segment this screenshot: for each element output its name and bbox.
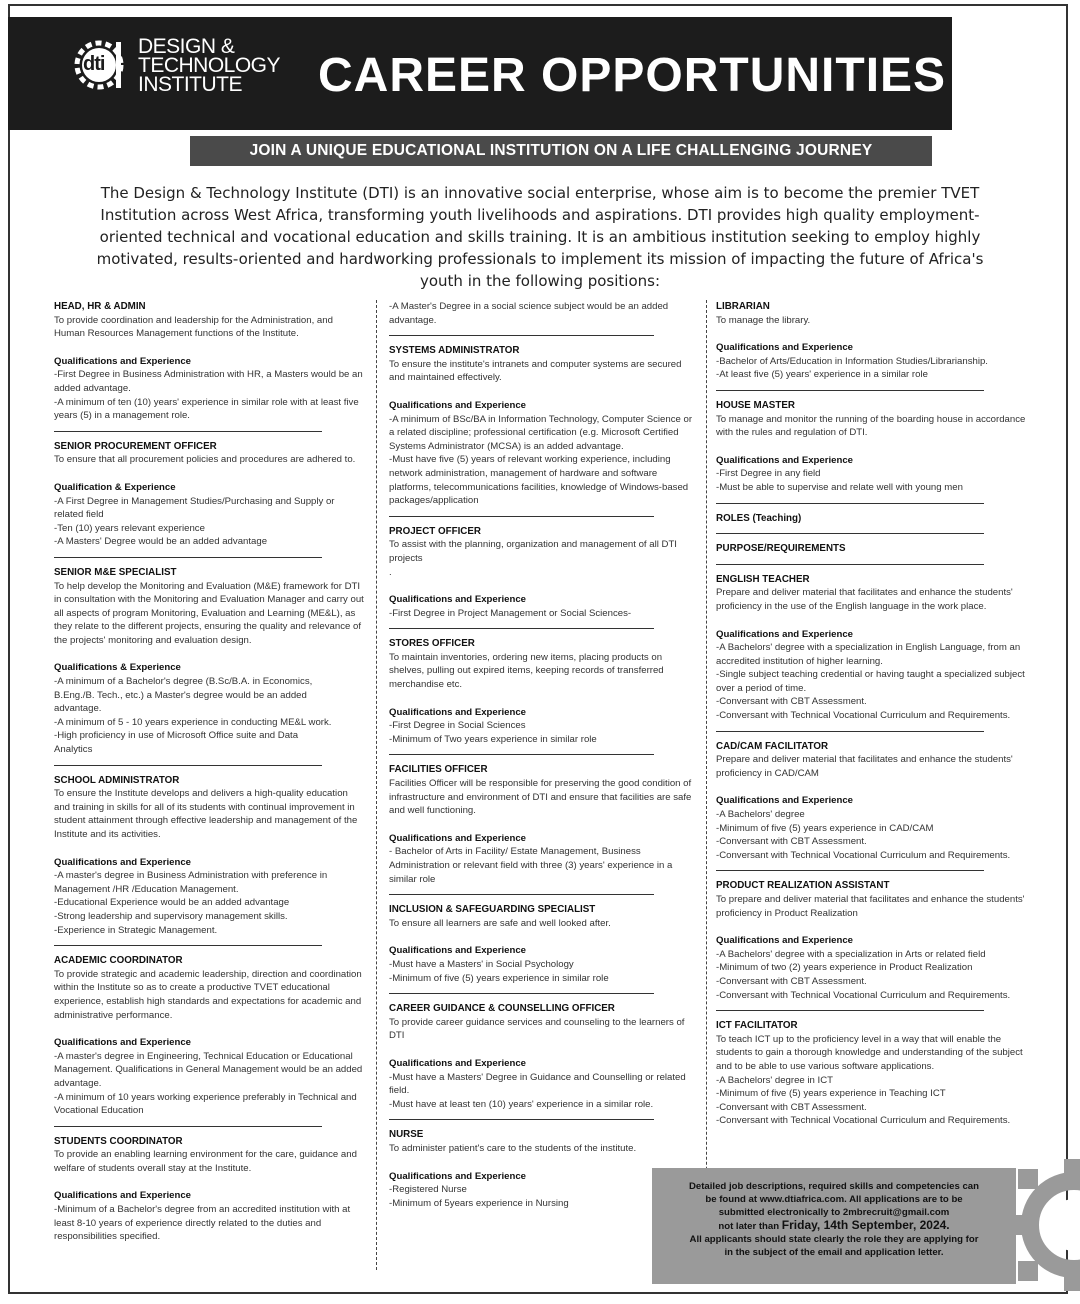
job-title: ENGLISH TEACHER — [716, 573, 810, 585]
job-title: STUDENTS COORDINATOR — [54, 1135, 183, 1147]
page-title: CAREER OPPORTUNITIES — [318, 49, 947, 102]
job-section-academic-coordinator — [54, 954, 366, 1118]
job-title: ACADEMIC COORDINATOR — [54, 955, 183, 967]
job-description: To help develop the Monitoring and Evaluation (M&E) framework for DTI in consultation with the Monitoring and Evaluation Manager and carry out all aspects of program Monitoring, Evaluation and Learning (ME&L), as they relate to the different projects, ensuring the quality and relevance of the projects' monitoring and evaluation design. — [54, 580, 364, 646]
job-title: SCHOOL ADMINISTRATOR — [54, 774, 180, 786]
qualifications-list: - Bachelor of Arts in Facility/ Estate Management, Business Administration or relevant field with three (3) years' experience in a similar role — [389, 846, 673, 885]
job-description: To prepare and deliver material that facilitates and enhance the students' proficiency in Product Realization — [716, 894, 1025, 919]
job-title: SYSTEMS ADMINISTRATOR — [389, 345, 520, 357]
job-section-systems-administrator — [389, 344, 697, 508]
section-divider — [716, 503, 984, 504]
job-description: Prepare and deliver material that facilitates and enhance the students' proficiency in CAD/CAM — [716, 754, 1013, 779]
job-section-roles-teaching — [716, 512, 1028, 526]
section-divider — [389, 1119, 654, 1120]
section-divider — [54, 945, 322, 946]
job-description: To manage and monitor the running of the boarding house in accordance with the rules and regulation of DTI. — [716, 413, 1026, 439]
logo-text — [138, 34, 281, 96]
qualifications-list: -A master's degree in Engineering, Technical Education or Educational Management. Qualifications in General Management would be an added advantage. -A minimum of 10 years working experience preferably in Technical and Vocational Education — [54, 1050, 363, 1117]
gear-logo-icon — [70, 36, 128, 94]
qualifications-list: -Bachelor of Arts/Education in Information Studies/Librarianship. -At least five (5) years' experience in a similar role — [716, 355, 988, 381]
job-section-facilities-officer — [389, 763, 697, 886]
job-section-continued — [389, 300, 697, 327]
qualifications-heading: Qualifications and Experience — [716, 628, 854, 640]
section-divider — [716, 731, 984, 732]
job-title: LIBRARIAN — [716, 301, 770, 312]
job-description: Facilities Officer will be responsible for preserving the good condition of infrastructure and environment of DTI and ensure that facilities are safe and well functioning. — [389, 778, 692, 817]
job-description: To provide an enabling learning environment for the care, guidance and welfare of students overall stay at the Institute. — [54, 1149, 357, 1174]
qualifications-list: -A Master's Degree in a social science subject would be an added advantage. — [389, 301, 669, 326]
job-description: To provide career guidance services and counseling to the learners of DTI — [389, 1016, 685, 1042]
job-title: PRODUCT REALIZATION ASSISTANT — [716, 880, 890, 892]
job-title: INCLUSION & SAFEGUARDING SPECIALIST — [389, 904, 596, 916]
contact-line-1: Detailed job descriptions, required skills and competencies can — [688, 1181, 980, 1192]
qualifications-heading: Qualifications and Experience — [716, 342, 854, 354]
qualifications-list: -A Bachelors' degree with a specialization in English Language, from an accredited institution of higher learning. -Single subject teaching credential or having taught a specialized subject over a period of time. -Conversant with CBT Assessment. -Conversant with Technical Vocational Curriculum and Requirements. — [716, 642, 1025, 722]
job-title: PROJECT OFFICER — [389, 525, 481, 537]
column-divider-2 — [706, 300, 707, 1280]
job-section-senior-m-e-specialist — [54, 566, 366, 757]
job-section-senior-procurement-officer — [54, 440, 366, 549]
job-section-nurse — [389, 1128, 697, 1210]
section-divider — [54, 765, 322, 766]
qualifications-heading: Qualifications and Experience — [389, 594, 527, 606]
qualifications-list: -First Degree in Project Management or Social Sciences- — [389, 607, 632, 619]
job-title: FACILITIES OFFICER — [389, 764, 488, 776]
qualifications-list: -A minimum of a Bachelor's degree (B.Sc/B.A. in Economics, B.Eng./B. Tech., etc.) a Master's degree would be an added advantage. -A minimum of 5 - 10 years experience in conducting ME&L work. -High proficiency in use of Microsoft Office suite and Data Analytics — [54, 676, 332, 756]
job-description: To administer patient's care to the students of the institute. — [389, 1142, 637, 1154]
contact-line-5: All applicants should state clearly the role they are applying for — [689, 1234, 979, 1245]
job-description: To provide strategic and academic leadership, direction and coordination within the Institute so as to create a productive TVET educational experience, establish high standards and expectations for academic and administrative performance. — [54, 968, 362, 1021]
application-info-box — [652, 1168, 1016, 1284]
job-description: To ensure that all procurement policies and procedures are adhered to. — [54, 454, 356, 466]
job-description: To ensure the institute's intranets and computer systems are secured and maintained effectively. — [389, 358, 682, 384]
job-description: Prepare and deliver material that facilitates and enhance the students' proficiency in the use of the English language in the work place. — [716, 587, 1013, 612]
job-title: CAREER GUIDANCE & COUNSELLING OFFICER — [389, 1003, 615, 1015]
job-title: CAD/CAM FACILITATOR — [716, 740, 829, 752]
qualifications-list: -Registered Nurse -Minimum of 5years experience in Nursing — [389, 1184, 569, 1209]
logo-line-1: DESIGN & — [138, 34, 235, 58]
job-description: To teach ICT up to the proficiency level in a way that will enable the students to gain a thorough knowledge and understanding of the subject and to be able to use various software applications. -A Bachelors' degree in ICT -Minimum of five (5) years experience in Teaching ICT -Conversant with CBT Assessment. -Conversant with Technical Vocational Curriculum and Requirements. — [716, 1033, 1023, 1127]
qualifications-heading: Qualifications and Experience — [54, 355, 192, 367]
qualifications-heading: Qualifications and Experience — [54, 1037, 192, 1049]
section-divider — [389, 628, 654, 629]
job-section-purpose-requirements — [716, 542, 1028, 556]
qualifications-heading: Qualifications and Experience — [54, 1190, 192, 1202]
job-title: HOUSE MASTER — [716, 399, 795, 411]
contact-line-3: submitted electronically to 2mbrecruit@gmail.com — [718, 1207, 950, 1218]
qualifications-list: -A First Degree in Management Studies/Purchasing and Supply or related field -Ten (10) years relevant experience -A Masters' Degree would be an added advantage — [54, 495, 335, 548]
qualifications-heading: Qualifications and Experience — [716, 935, 854, 947]
section-divider — [716, 390, 984, 391]
qualifications-heading: Qualifications and Experience — [389, 832, 527, 844]
section-divider — [389, 516, 654, 517]
qualifications-heading: Qualifications and Experience — [389, 1170, 527, 1182]
qualifications-list: -A minimum of BSc/BA in Information Technology, Computer Science or a related discipline; professional certification (e.g. Microsoft Certified Systems Administrator (MCSA) is an added advantage. -Must have five (5) years of relevant working experience, including network administration, management of hardware and software platforms, telecommunications facilities, knowledge of Windows-based packages/application — [389, 413, 693, 507]
qualifications-list: -First Degree in any field -Must be able to supervise and relate well with young men — [716, 468, 963, 493]
qualifications-heading: Qualification & Experience — [54, 481, 176, 493]
qualifications-list: -Minimum of a Bachelor's degree from an accredited institution with at least 8-10 years of experience directly related to the duties and responsibilities specified. — [54, 1204, 351, 1243]
job-section-school-administrator — [54, 774, 366, 938]
section-divider — [54, 1126, 322, 1127]
job-section-inclusion-safeguarding-specialist — [389, 903, 697, 985]
section-divider — [716, 533, 984, 534]
job-title: SENIOR PROCUREMENT OFFICER — [54, 440, 217, 452]
job-title: PURPOSE/REQUIREMENTS — [716, 543, 846, 555]
intro-paragraph: The Design & Technology Institute (DTI) is an innovative social enterprise, whose aim is to become the premier TVET Institution across West Africa, transforming youth livelihoods and aspirations. DTI provides high quality employment-oriented technical and vocational education and skills training. It is an ambitious institution seeking to employ highly motivated, results-oriented and hardworking professionals to implement its mission of impacting the future of Africa's youth in the following positions: — [96, 184, 984, 290]
qualifications-list: -First Degree in Business Administration with HR, a Masters would be an added advantage. -A minimum of ten (10) years' experience in similar role with at least five years (5) in a management role. — [54, 369, 363, 422]
qualifications-list: -First Degree in Social Sciences -Minimum of Two years experience in similar role — [389, 720, 597, 745]
section-divider — [389, 894, 654, 895]
qualifications-list: -A master's degree in Business Administration with preference in Management /HR /Education Management. -Educational Experience would be an added advantage -Strong leadership and supervisory management skills. -Experience in Strategic Management. — [54, 870, 328, 936]
qualifications-heading: Qualifications and Experience — [716, 454, 854, 466]
job-description: To ensure all learners are safe and well looked after. — [389, 917, 611, 929]
job-title: SENIOR M&E SPECIALIST — [54, 566, 177, 578]
job-section-students-coordinator — [54, 1135, 366, 1244]
section-divider — [54, 431, 322, 432]
job-title: STORES OFFICER — [389, 638, 475, 650]
section-divider — [716, 870, 984, 871]
section-divider — [54, 557, 322, 558]
job-section-house-master — [716, 399, 1028, 495]
job-description: To ensure the Institute develops and delivers a high-quality education and training in skills for all of its students with continual improvement in student attainment through effective leadership and management of the Institute and its activities. — [54, 788, 358, 840]
job-section-librarian — [716, 300, 1028, 382]
column-3 — [716, 300, 1028, 1128]
column-divider-1 — [376, 300, 377, 1270]
job-title: ICT FACILITATOR — [716, 1020, 798, 1032]
job-section-stores-officer — [389, 637, 697, 746]
qualifications-heading: Qualifications and Experience — [389, 1057, 527, 1069]
job-description: To manage the library. — [716, 314, 811, 326]
qualifications-heading: Qualifications and Experience — [716, 795, 854, 807]
sub-banner: JOIN A UNIQUE EDUCATIONAL INSTITUTION ON A LIFE CHALLENGING JOURNEY — [190, 136, 932, 166]
job-description: To assist with the planning, organization and management of all DTI projects . — [389, 539, 677, 578]
job-section-cad-cam-facilitator — [716, 740, 1028, 863]
section-divider — [716, 564, 984, 565]
qualifications-list: -Must have a Masters' in Social Psychology -Minimum of five (5) years experience in similar role — [389, 958, 609, 984]
job-section-career-guidance-counselling-officer — [389, 1002, 697, 1111]
logo-mark-text: dti — [83, 53, 105, 75]
logo-line-3: INSTITUTE — [138, 72, 242, 96]
job-section-project-officer — [389, 525, 697, 621]
job-title: ROLES (Teaching) — [716, 512, 802, 524]
section-divider — [716, 1010, 984, 1011]
column-1 — [54, 300, 366, 1244]
column-2 — [389, 300, 697, 1210]
qualifications-list: -A Bachelors' degree -Minimum of five (5) years experience in CAD/CAM -Conversant with CBT Assessment. -Conversant with Technical Vocational Curriculum and Requirements. — [716, 809, 1011, 861]
section-divider — [389, 993, 654, 994]
job-description: To provide coordination and leadership for the Administration, and Human Resources Management functions of the Institute. — [54, 314, 333, 340]
qualifications-heading: Qualifications and Experience — [54, 856, 192, 868]
qualifications-heading: Qualifications and Experience — [389, 945, 527, 957]
contact-line-2: be found at www.dtiafrica.com. All applications are to be — [705, 1194, 963, 1205]
contact-line-4a: not later than — [718, 1221, 782, 1232]
logo — [70, 36, 280, 94]
logo-line-2: TECHNOLOGY — [138, 53, 281, 77]
qualifications-list: -Must have a Masters' Degree in Guidance and Counselling or related field. -Must have at least ten (10) years' experience in a similar role. — [389, 1071, 686, 1110]
job-description: To maintain inventories, ordering new items, placing products on shelves, pulling out expired items, keeping records of transferred merchandise etc. — [389, 651, 664, 691]
job-title: HEAD, HR & ADMIN — [54, 301, 146, 312]
qualifications-list: -A Bachelors' degree with a specialization in Arts or related field -Minimum of two (2) years experience in Product Realization -Conversant with CBT Assessment. -Conversant with Technical Vocational Curriculum and Requirements. — [716, 948, 1011, 1001]
job-section-ict-facilitator — [716, 1019, 1028, 1128]
qualifications-heading: Qualifications & Experience — [54, 662, 181, 674]
job-section-product-realization-assistant — [716, 879, 1028, 1002]
qualifications-heading: Qualifications and Experience — [389, 399, 527, 411]
contact-line-6: in the subject of the email and application letter. — [724, 1247, 944, 1258]
deadline: Friday, 14th September, 2024. — [781, 1218, 950, 1232]
gear-decoration-icon — [1012, 1155, 1080, 1295]
job-section-head-hr-admin — [54, 300, 366, 423]
section-divider — [389, 335, 654, 336]
section-divider — [389, 754, 654, 755]
job-section-english-teacher — [716, 573, 1028, 723]
qualifications-heading: Qualifications and Experience — [389, 706, 527, 718]
job-title: NURSE — [389, 1129, 424, 1141]
